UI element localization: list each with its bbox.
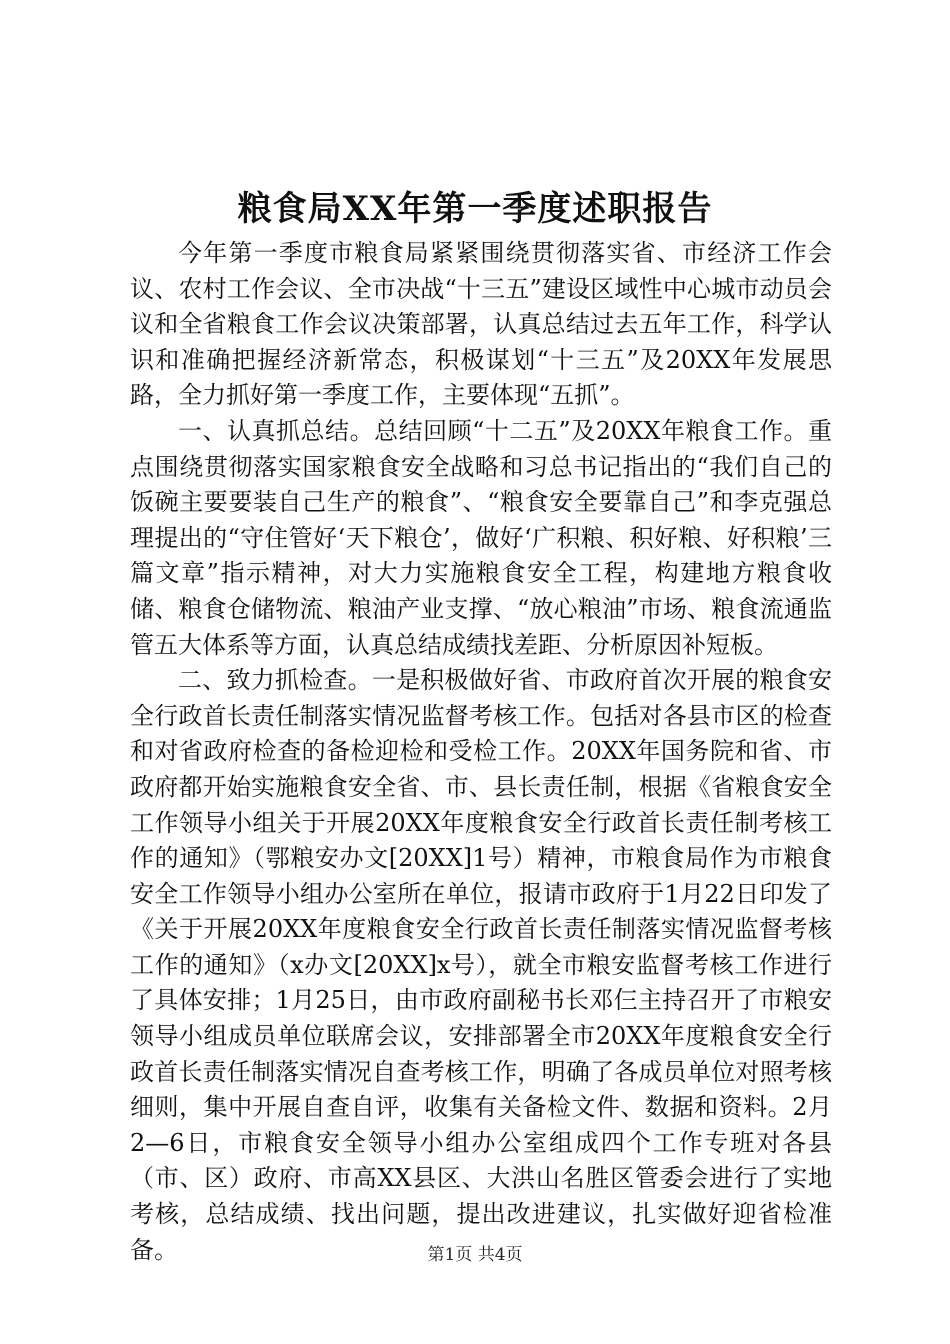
paragraph-intro: 今年第一季度市粮食局紧紧围绕贯彻落实省、市经济工作会议、农村工作会议、全市决战“十三五”建设区域性中心城市动员会议和全省粮食工作会议决策部署，认真总结过去五年工作，科学认识和准确把握经济新常态，积极谋划“十三五”及20XX年发展思路，全力抓好第一季度工作，主要体现“五抓”。 [130, 239, 832, 410]
paragraph-section-one: 一、认真抓总结。总结回顾“十二五”及20XX年粮食工作。重点围绕贯彻落实国家粮食安全战略和习总书记指出的“我们自己的饭碗主要要装自己生产的粮食”、“粮食安全要靠自己”和李克强总理提出的“守住管好‘天下粮仓’，做好‘广积粮、积好粮、好积粮’三篇文章”指示精神，对大力实施粮食安全工程，构建地方粮食收储、粮食仓储物流、粮油产业支撑、“放心粮油”市场、粮食流通监管五大体系等方面，认真总结成绩找差距、分析原因补短板。 [130, 416, 832, 659]
document-title: 粮食局XX年第一季度述职报告 [237, 189, 713, 229]
document-body [130, 236, 832, 1268]
page-footer: 第1页 共4页 [427, 1245, 523, 1265]
paragraph-section-two: 二、致力抓检查。一是积极做好省、市政府首次开展的粮食安全行政首长责任制落实情况监督考核工作。包括对各县市区的检查和对省政府检查的备检迎检和受检工作。20XX年国务院和省、市政府都开始实施粮食安全省、市、县长责任制，根据《省粮食安全工作领导小组关于开展20XX年度粮食安全行政首长责任制考核工作的通知》（鄂粮安办文[20XX]1号）精神，市粮食局作为市粮食安全工作领导小组办公室所在单位，报请市政府于1月22日印发了《关于开展20XX年度粮食安全行政首长责任制落实情况监督考核工作的通知》（x办文[20XX]x号），就全市粮安监督考核工作进行了具体安排；1月25日，由市政府副秘书长邓仨主持召开了市粮安领导小组成员单位联席会议，安排部署全市20XX年度粮食安全行政首长责任制落实情况自查考核工作，明确了各成员单位对照考核细则，集中开展自查自评，收集有关备检文件、数据和资料。2月2—6日，市粮食安全领导小组办公室组成四个工作专班对各县（市、区）政府、市高XX县区、大洪山名胜区管委会进行了实地考核，总结成绩、找出问题，提出改进建议，扎实做好迎省检准备。 [130, 666, 832, 1264]
